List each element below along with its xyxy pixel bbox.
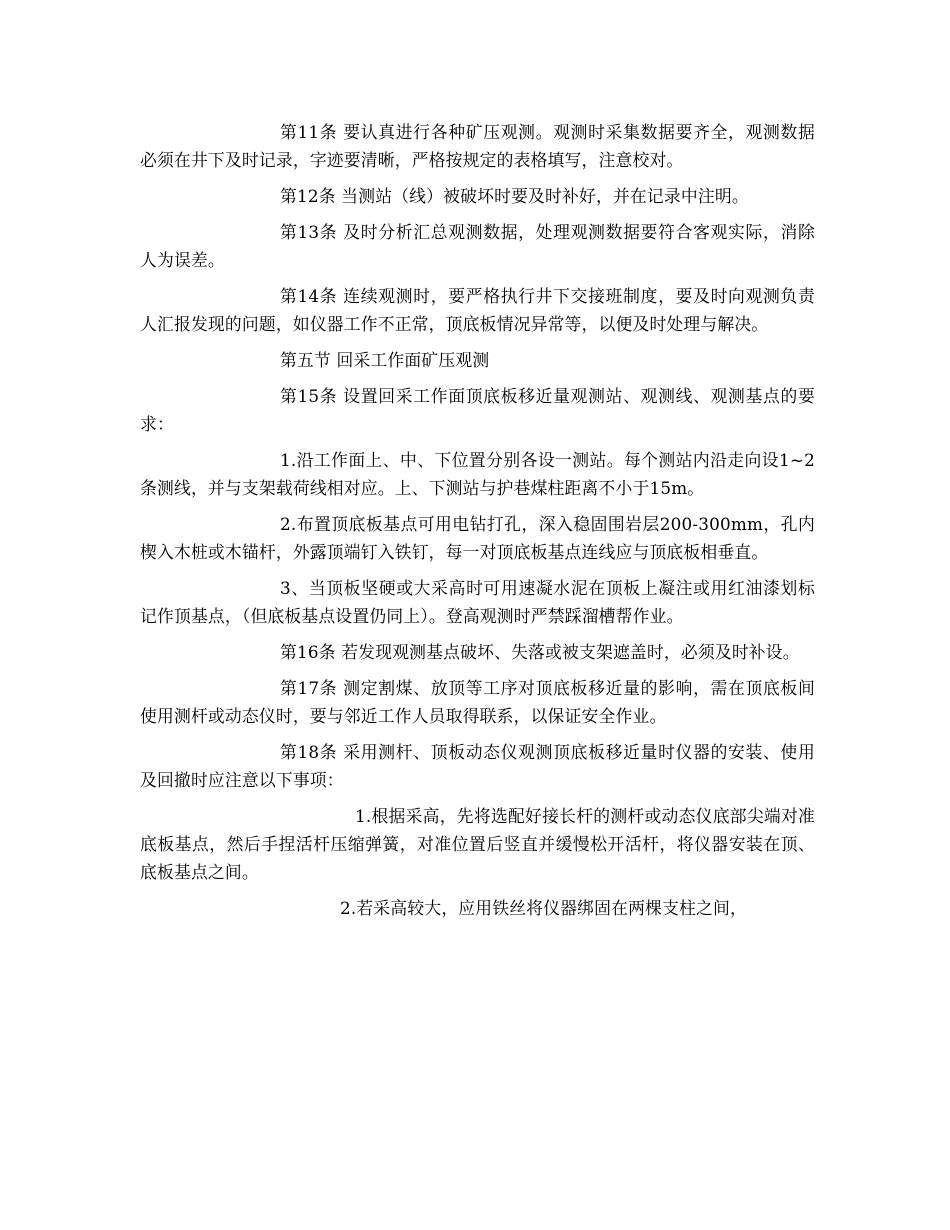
- paragraph-article-17: 第17条 测定割煤、放顶等工序对顶底板移近量的影响，需在顶底板间使用测杆或动态仪时，要与邻近工作人员取得联系，以保证安全作业。: [140, 678, 815, 726]
- paragraph-article-15: 第15条 设置回采工作面顶底板移近量观测站、观测线、观测基点的要求：: [140, 386, 815, 434]
- list-item-15-2: 2.布置顶底板基点可用电钻打孔，深入稳固围岩层200-300mm，孔内楔入木桩或木锚杆，外露顶端钉入铁钉，每一对顶底板基点连线应与顶底板相垂直。: [140, 514, 815, 562]
- paragraph-article-14: 第14条 连续观测时，要严格执行井下交接班制度，要及时向观测负责人汇报发现的问题，如仪器工作不正常，顶底板情况异常等，以便及时处理与解决。: [140, 286, 815, 334]
- list-item-18-2: 2.若采高较大，应用铁丝将仪器绑固在两棵支柱之间，: [340, 898, 747, 918]
- paragraph-article-13: 第13条 及时分析汇总观测数据，处理观测数据要符合客观实际，消除人为误差。: [140, 222, 815, 270]
- section-heading: 第五节 回采工作面矿压观测: [280, 350, 490, 370]
- paragraph-article-18: 第18条 采用测杆、顶板动态仪观测顶底板移近量时仪器的安装、使用及回撤时应注意以下事项：: [140, 742, 815, 790]
- list-item-15-1: 1.沿工作面上、中、下位置分别各设一测站。每个测站内沿走向设1~2条测线，并与支架载荷线相对应。上、下测站与护巷煤柱距离不小于15m。: [140, 450, 815, 498]
- list-item-15-3: 3、当顶板坚硬或大采高时可用速凝水泥在顶板上凝注或用红油漆划标记作顶基点，（但底板基点设置仍同上）。登高观测时严禁踩溜槽帮作业。: [140, 578, 815, 626]
- paragraph-article-12: 第12条 当测站（线）被破坏时要及时补好，并在记录中注明。: [280, 186, 749, 206]
- paragraph-article-16: 第16条 若发现观测基点破坏、失落或被支架遮盖时，必须及时补设。: [280, 642, 800, 662]
- paragraph-article-11: 第11条 要认真进行各种矿压观测。观测时采集数据要齐全，观测数据必须在井下及时记录，字迹要清晰，严格按规定的表格填写，注意校对。: [140, 122, 815, 170]
- list-item-18-1: 1.根据采高，先将选配好接长杆的测杆或动态仪底部尖端对准底板基点，然后手捏活杆压缩弹簧，对准位置后竖直并缓慢松开活杆，将仪器安装在顶、底板基点之间。: [140, 806, 815, 882]
- document-page: [140, 118, 815, 922]
